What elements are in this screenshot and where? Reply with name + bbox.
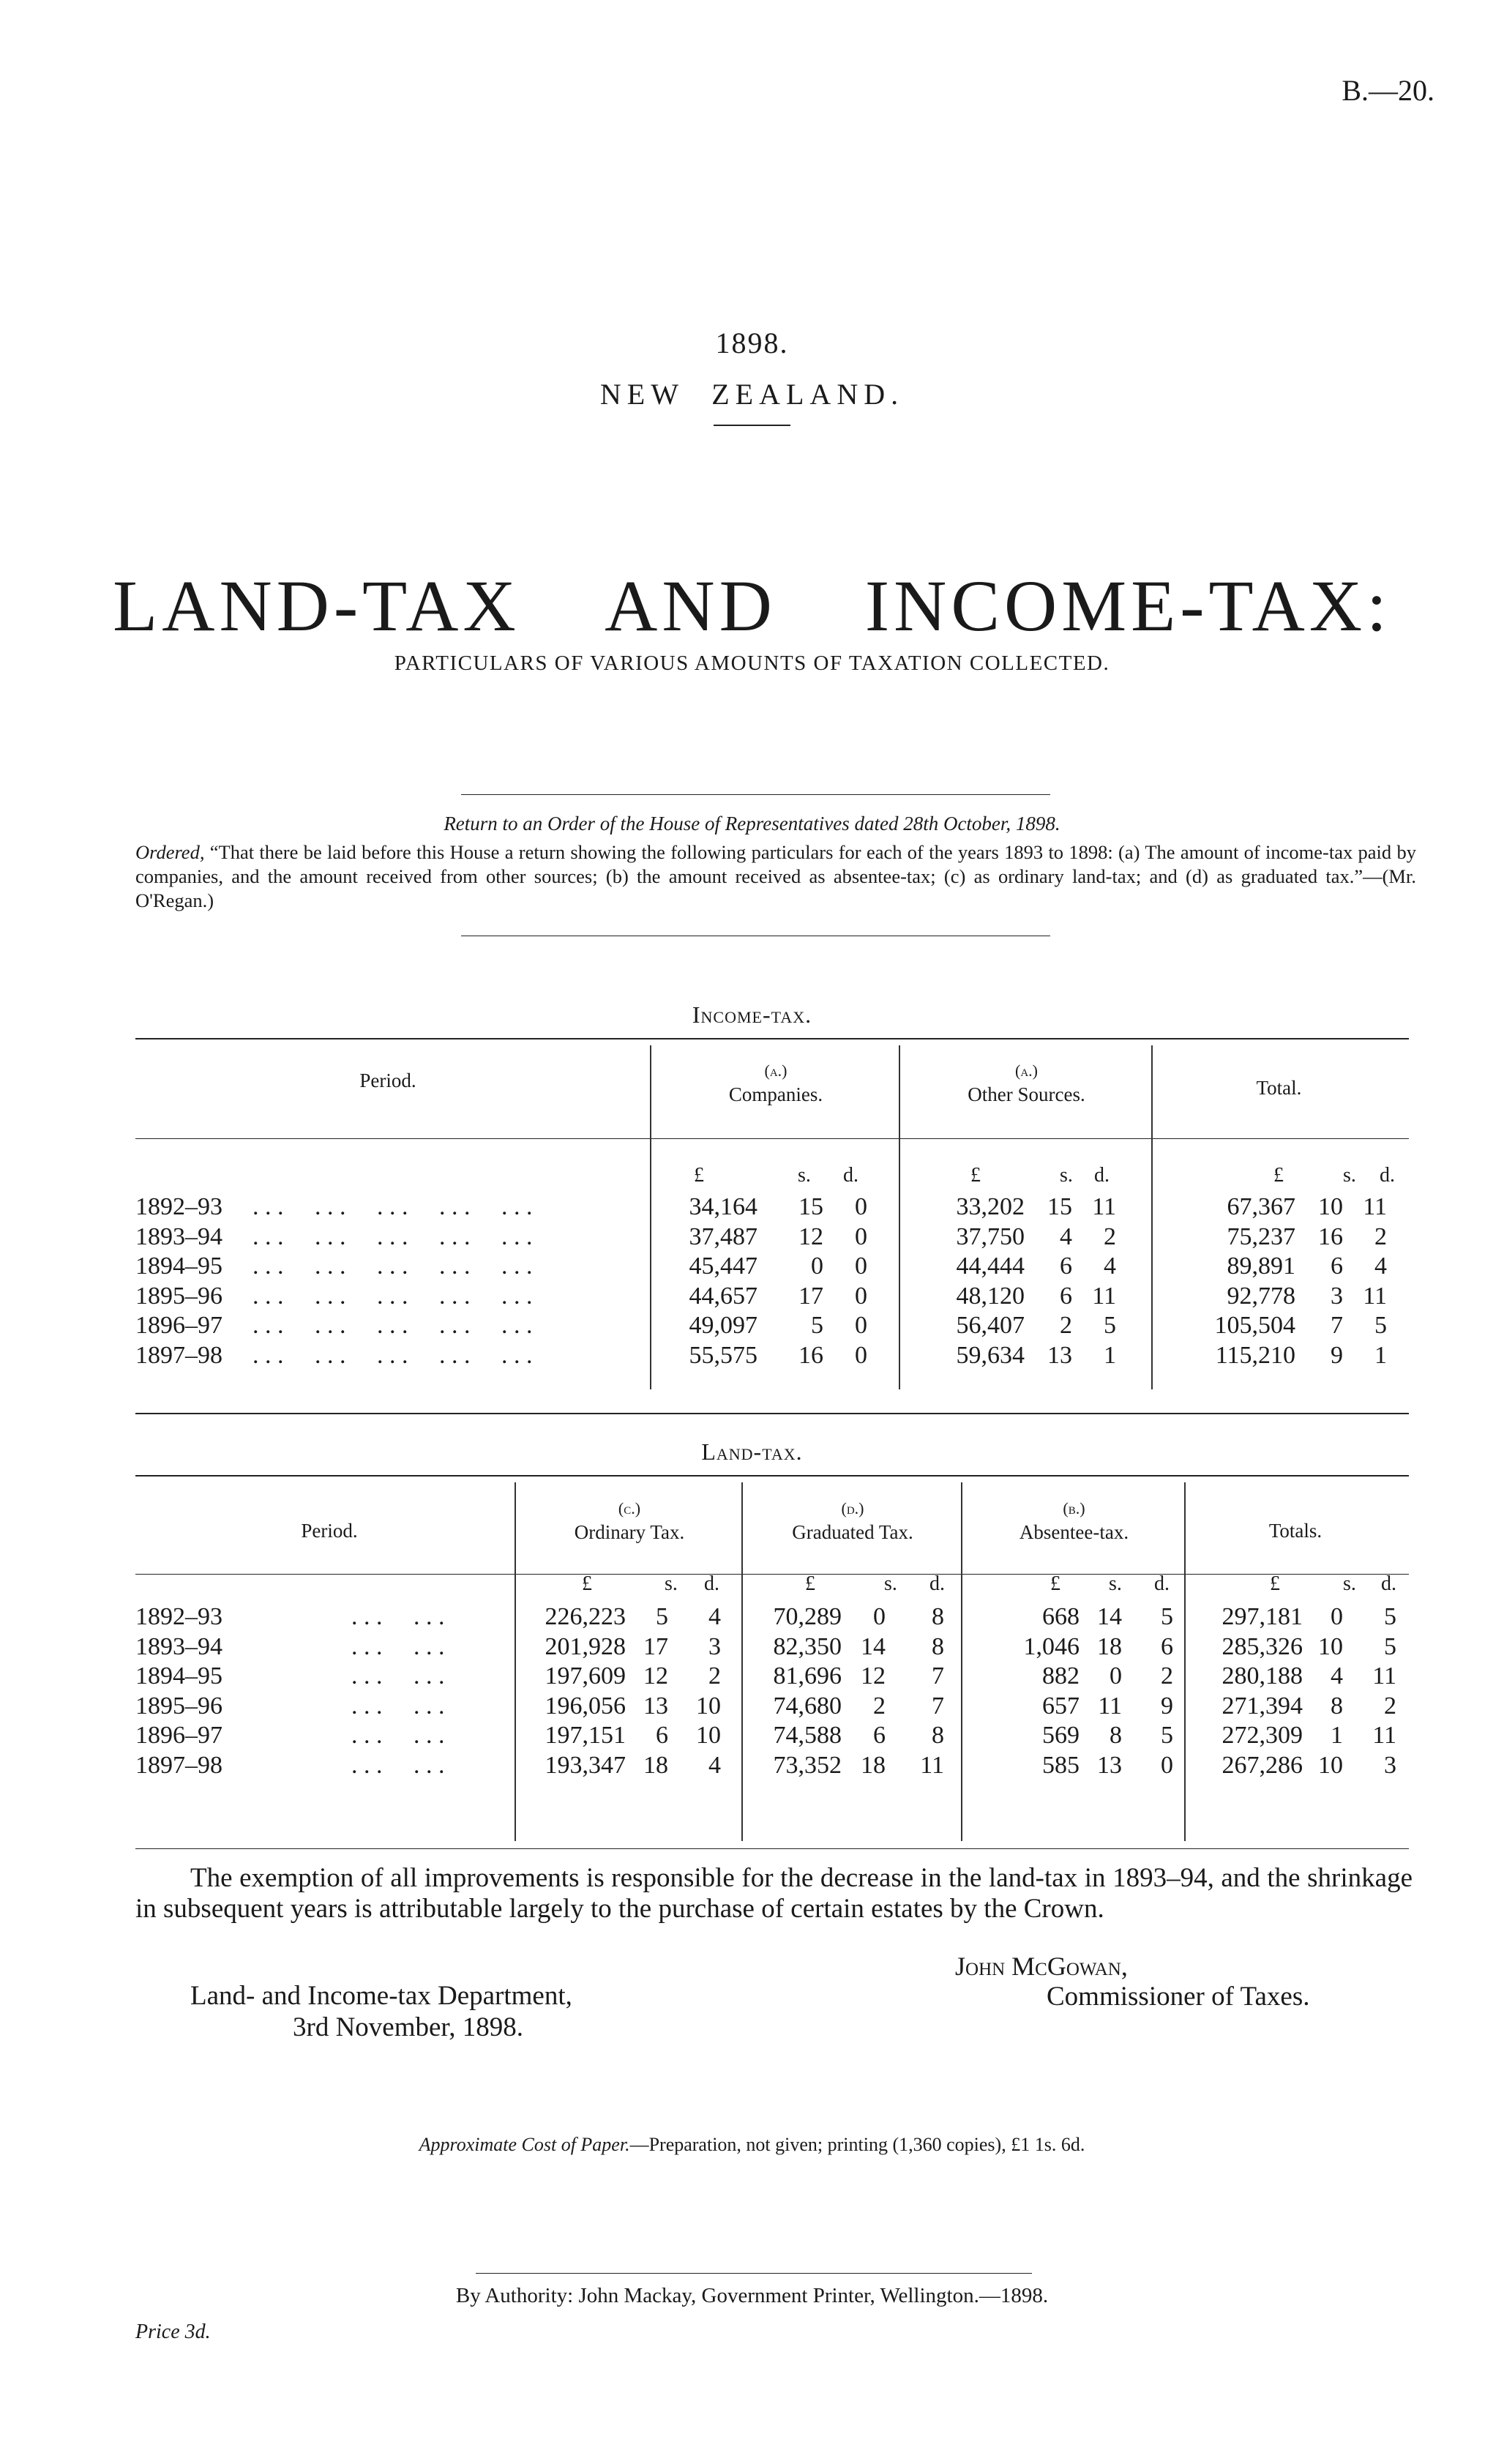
land-col-totals: Totals. bbox=[1268, 1520, 1322, 1542]
cell-total-pounds: 89,891 bbox=[1227, 1252, 1295, 1280]
cell-totals-shillings: 8 bbox=[1331, 1692, 1343, 1720]
cell-other-pence: 11 bbox=[1092, 1282, 1116, 1310]
department-date: 3rd November, 1898. bbox=[293, 2012, 524, 2042]
cell-companies-pounds: 49,097 bbox=[689, 1312, 757, 1339]
cell-companies-shillings: 17 bbox=[798, 1282, 823, 1310]
cell-total-shillings: 10 bbox=[1318, 1193, 1343, 1220]
order-body: “That there be laid before this House a return showing the following particulars for each of the years 1893 to 1898: (a) The amount of income-tax paid by companies, and the amount received from other sources; (b) the amount received as absentee-tax; (c) as ordinary land-tax; and (d) as graduated tax.”—(Mr. O'Regan.) bbox=[135, 841, 1416, 911]
unit-shillings: s. bbox=[1060, 1164, 1073, 1187]
cell-other-pounds: 48,120 bbox=[956, 1282, 1025, 1310]
cell-ordinary-pounds: 193,347 bbox=[545, 1751, 626, 1779]
cell-totals-pounds: 272,309 bbox=[1221, 1722, 1303, 1749]
land-header-rule bbox=[135, 1574, 1409, 1575]
department-name: Land- and Income-tax Department, bbox=[190, 1981, 572, 2011]
land-col-period: Period. bbox=[301, 1520, 358, 1542]
income-col-period: Period. bbox=[359, 1069, 416, 1091]
cell-totals-pounds: 280,188 bbox=[1221, 1662, 1303, 1690]
cell-absentee-pounds: 585 bbox=[1042, 1751, 1080, 1779]
unit-shillings: s. bbox=[884, 1572, 897, 1595]
cell-ordinary-shillings: 5 bbox=[656, 1603, 668, 1630]
cell-totals-pence: 3 bbox=[1384, 1751, 1396, 1779]
cell-graduated-shillings: 0 bbox=[873, 1603, 886, 1630]
cell-other-pence: 4 bbox=[1104, 1252, 1116, 1280]
cell-graduated-pounds: 74,588 bbox=[773, 1722, 842, 1749]
cell-graduated-shillings: 2 bbox=[873, 1692, 886, 1720]
leader-dots: . . . . . . bbox=[351, 1632, 445, 1660]
cell-total-pounds: 105,504 bbox=[1214, 1312, 1295, 1339]
cell-total-shillings: 9 bbox=[1331, 1341, 1343, 1369]
cell-totals-shillings: 0 bbox=[1331, 1603, 1343, 1630]
leader-dots: . . . . . . . . . . . . . . . bbox=[252, 1312, 533, 1339]
table-row bbox=[0, 1251, 1504, 1281]
unit-pound: £ bbox=[694, 1164, 704, 1187]
cell-ordinary-pence: 10 bbox=[696, 1692, 721, 1720]
cell-totals-pounds: 285,326 bbox=[1221, 1632, 1303, 1660]
leader-dots: . . . . . . . . . . . . . . . bbox=[252, 1193, 533, 1220]
order-title: Return to an Order of the House of Representatives dated 28th October, 1898. bbox=[444, 813, 1060, 835]
cell-companies-shillings: 0 bbox=[811, 1252, 823, 1280]
page-title: LAND-TAX AND INCOME-TAX: bbox=[113, 565, 1391, 646]
cell-ordinary-shillings: 12 bbox=[643, 1662, 668, 1690]
cell-totals-pence: 5 bbox=[1384, 1632, 1396, 1660]
cell-absentee-pounds: 882 bbox=[1042, 1662, 1080, 1690]
row-period: 1897–98 bbox=[135, 1751, 222, 1779]
cost-of-paper bbox=[0, 2134, 1504, 2156]
cell-total-pounds: 92,778 bbox=[1227, 1282, 1295, 1310]
cell-total-shillings: 7 bbox=[1331, 1312, 1343, 1339]
cell-other-pence: 2 bbox=[1104, 1222, 1116, 1250]
cell-totals-shillings: 10 bbox=[1318, 1632, 1343, 1660]
table-row bbox=[0, 1750, 1504, 1780]
cell-graduated-pounds: 81,696 bbox=[773, 1662, 842, 1690]
income-table-bottom-rule bbox=[135, 1413, 1409, 1414]
order-ordered-word: Ordered, bbox=[135, 841, 205, 863]
cell-absentee-pence: 0 bbox=[1161, 1751, 1173, 1779]
unit-pence: d. bbox=[929, 1572, 945, 1595]
table-row bbox=[0, 1632, 1504, 1662]
table-row bbox=[0, 1661, 1504, 1691]
cell-companies-pence: 0 bbox=[855, 1252, 867, 1280]
cell-companies-pounds: 34,164 bbox=[689, 1193, 757, 1220]
country-heading: NEW ZEALAND. bbox=[599, 378, 905, 411]
cell-companies-pounds: 45,447 bbox=[689, 1252, 757, 1280]
cell-graduated-pence: 8 bbox=[932, 1632, 944, 1660]
cell-total-pence: 5 bbox=[1374, 1312, 1387, 1339]
row-period: 1892–93 bbox=[135, 1603, 222, 1630]
cell-ordinary-pence: 2 bbox=[708, 1662, 721, 1690]
income-table-top-rule bbox=[135, 1038, 1409, 1039]
income-col-other-sources: (a.) Other Sources. bbox=[968, 1061, 1085, 1105]
cell-absentee-pence: 6 bbox=[1161, 1632, 1173, 1660]
cell-totals-pounds: 271,394 bbox=[1221, 1692, 1303, 1720]
cell-total-pence: 11 bbox=[1363, 1193, 1387, 1220]
cell-totals-pence: 2 bbox=[1384, 1692, 1396, 1720]
cell-absentee-pounds: 569 bbox=[1042, 1722, 1080, 1749]
cell-total-shillings: 16 bbox=[1318, 1222, 1343, 1250]
land-table-top-rule bbox=[135, 1475, 1409, 1476]
cell-totals-pence: 11 bbox=[1372, 1722, 1396, 1749]
cell-total-pounds: 67,367 bbox=[1227, 1193, 1295, 1220]
land-col-graduated-tax: (d.) Graduated Tax. bbox=[792, 1499, 913, 1543]
cell-absentee-pounds: 1,046 bbox=[1023, 1632, 1080, 1660]
cell-total-pounds: 115,210 bbox=[1215, 1341, 1295, 1369]
income-col-total: Total. bbox=[1256, 1077, 1302, 1099]
cell-ordinary-shillings: 18 bbox=[643, 1751, 668, 1779]
cell-other-pence: 1 bbox=[1104, 1341, 1116, 1369]
income-col-companies: (a.) Companies. bbox=[728, 1061, 823, 1105]
table-row bbox=[0, 1720, 1504, 1750]
leader-dots: . . . . . . bbox=[351, 1692, 445, 1720]
row-period: 1893–94 bbox=[135, 1632, 222, 1660]
cell-companies-shillings: 12 bbox=[798, 1222, 823, 1250]
cell-ordinary-pounds: 197,151 bbox=[545, 1722, 626, 1749]
cell-absentee-shillings: 11 bbox=[1098, 1692, 1122, 1720]
cell-totals-pounds: 267,286 bbox=[1221, 1751, 1303, 1779]
cell-graduated-shillings: 12 bbox=[861, 1662, 886, 1690]
cell-total-shillings: 6 bbox=[1331, 1252, 1343, 1280]
leader-dots: . . . . . . bbox=[351, 1662, 445, 1690]
cell-totals-shillings: 4 bbox=[1331, 1662, 1343, 1690]
cell-graduated-pounds: 73,352 bbox=[773, 1751, 842, 1779]
cell-graduated-pounds: 70,289 bbox=[773, 1603, 842, 1630]
row-period: 1895–96 bbox=[135, 1282, 222, 1310]
unit-shillings: s. bbox=[798, 1164, 811, 1187]
table-row bbox=[0, 1192, 1504, 1222]
cell-other-shillings: 13 bbox=[1047, 1341, 1072, 1369]
row-period: 1896–97 bbox=[135, 1312, 222, 1339]
row-period: 1896–97 bbox=[135, 1722, 222, 1749]
cell-absentee-pounds: 657 bbox=[1042, 1692, 1080, 1720]
cell-other-shillings: 6 bbox=[1060, 1282, 1072, 1310]
unit-pound: £ bbox=[805, 1572, 815, 1595]
cell-graduated-pence: 7 bbox=[932, 1692, 944, 1720]
unit-pence: d. bbox=[1154, 1572, 1170, 1595]
land-col-ordinary-tax: (c.) Ordinary Tax. bbox=[574, 1499, 685, 1543]
note-text: The exemption of all improvements is responsible for the decrease in the land-tax in 1893–94, and the shrinkage in subsequent years is attributable largely to the purchase of certain estates by the Crown. bbox=[135, 1863, 1413, 1924]
cell-absentee-shillings: 8 bbox=[1110, 1722, 1122, 1749]
cell-absentee-pence: 5 bbox=[1161, 1603, 1173, 1630]
leader-dots: . . . . . . . . . . . . . . . bbox=[252, 1252, 533, 1280]
cell-graduated-pence: 8 bbox=[932, 1603, 944, 1630]
table-row bbox=[0, 1691, 1504, 1721]
cell-absentee-pence: 2 bbox=[1161, 1662, 1173, 1690]
explanatory-note bbox=[135, 1863, 1413, 1924]
unit-pound: £ bbox=[1270, 1572, 1280, 1595]
cell-totals-pence: 5 bbox=[1384, 1603, 1396, 1630]
cell-ordinary-shillings: 13 bbox=[643, 1692, 668, 1720]
unit-pound: £ bbox=[582, 1572, 592, 1595]
cell-graduated-shillings: 18 bbox=[861, 1751, 886, 1779]
price: Price 3d. bbox=[135, 2321, 211, 2343]
cell-ordinary-pence: 4 bbox=[708, 1603, 721, 1630]
cell-other-pounds: 59,634 bbox=[956, 1341, 1025, 1369]
signatory-name: John McGowan, bbox=[955, 1952, 1128, 1981]
cell-companies-shillings: 5 bbox=[811, 1312, 823, 1339]
land-col-absentee-tax: (b.) Absentee-tax. bbox=[1019, 1499, 1129, 1543]
cell-other-pounds: 44,444 bbox=[956, 1252, 1025, 1280]
unit-pound: £ bbox=[970, 1164, 981, 1187]
cell-companies-pounds: 44,657 bbox=[689, 1282, 757, 1310]
row-period: 1894–95 bbox=[135, 1252, 222, 1280]
unit-pence: d. bbox=[1094, 1164, 1110, 1187]
cell-other-pence: 5 bbox=[1104, 1312, 1116, 1339]
table-row bbox=[0, 1310, 1504, 1340]
cell-ordinary-shillings: 6 bbox=[656, 1722, 668, 1749]
document-year: 1898. bbox=[715, 326, 789, 359]
cell-ordinary-pence: 4 bbox=[708, 1751, 721, 1779]
unit-shillings: s. bbox=[1343, 1572, 1356, 1595]
unit-pence: d. bbox=[1381, 1572, 1396, 1595]
unit-pound: £ bbox=[1050, 1572, 1060, 1595]
cell-absentee-pence: 9 bbox=[1161, 1692, 1173, 1720]
cell-absentee-shillings: 18 bbox=[1097, 1632, 1122, 1660]
cell-other-shillings: 15 bbox=[1047, 1193, 1072, 1220]
table-row bbox=[0, 1340, 1504, 1370]
leader-dots: . . . . . . bbox=[351, 1603, 445, 1630]
cell-absentee-shillings: 14 bbox=[1097, 1603, 1122, 1630]
row-period: 1897–98 bbox=[135, 1341, 222, 1369]
cell-graduated-pounds: 74,680 bbox=[773, 1692, 842, 1720]
table-row bbox=[0, 1222, 1504, 1252]
unit-pound: £ bbox=[1273, 1164, 1284, 1187]
land-tax-heading: Land-tax. bbox=[701, 1438, 803, 1465]
cell-ordinary-pounds: 197,609 bbox=[545, 1662, 626, 1690]
cell-graduated-shillings: 14 bbox=[861, 1632, 886, 1660]
unit-pence: d. bbox=[704, 1572, 719, 1595]
cell-graduated-pence: 7 bbox=[932, 1662, 944, 1690]
cell-companies-pence: 0 bbox=[855, 1312, 867, 1339]
unit-shillings: s. bbox=[1109, 1572, 1122, 1595]
signatory-title: Commissioner of Taxes. bbox=[1047, 1982, 1310, 2012]
cell-companies-pence: 0 bbox=[855, 1282, 867, 1310]
cell-companies-pounds: 55,575 bbox=[689, 1341, 757, 1369]
unit-pence: d. bbox=[843, 1164, 858, 1187]
cell-total-pence: 1 bbox=[1374, 1341, 1387, 1369]
cell-totals-pence: 11 bbox=[1372, 1662, 1396, 1690]
cell-companies-pence: 0 bbox=[855, 1341, 867, 1369]
cell-total-pence: 4 bbox=[1374, 1252, 1387, 1280]
cell-total-pence: 2 bbox=[1374, 1222, 1387, 1250]
leader-dots: . . . . . . . . . . . . . . . bbox=[252, 1282, 533, 1310]
title-rule bbox=[714, 425, 790, 426]
page-subtitle: PARTICULARS OF VARIOUS AMOUNTS OF TAXATION COLLECTED. bbox=[394, 652, 1110, 675]
leader-dots: . . . . . . . . . . . . . . . bbox=[252, 1341, 533, 1369]
cell-total-pence: 11 bbox=[1363, 1282, 1387, 1310]
leader-dots: . . . . . . bbox=[351, 1722, 445, 1749]
row-period: 1895–96 bbox=[135, 1692, 222, 1720]
cell-absentee-shillings: 0 bbox=[1110, 1662, 1122, 1690]
cost-text: —Preparation, not given; printing (1,360 copies), £1 1s. 6d. bbox=[629, 2134, 1085, 2155]
cell-ordinary-shillings: 17 bbox=[643, 1632, 668, 1660]
cell-companies-pence: 0 bbox=[855, 1222, 867, 1250]
income-header-rule bbox=[135, 1138, 1409, 1139]
printer-rule bbox=[476, 2273, 1032, 2274]
row-period: 1894–95 bbox=[135, 1662, 222, 1690]
cell-total-shillings: 3 bbox=[1331, 1282, 1343, 1310]
cell-other-shillings: 6 bbox=[1060, 1252, 1072, 1280]
cell-other-shillings: 4 bbox=[1060, 1222, 1072, 1250]
cell-absentee-pounds: 668 bbox=[1042, 1603, 1080, 1630]
cell-absentee-shillings: 13 bbox=[1097, 1751, 1122, 1779]
income-tax-heading: Income-tax. bbox=[692, 1001, 812, 1028]
table-row bbox=[0, 1602, 1504, 1632]
cell-ordinary-pounds: 196,056 bbox=[545, 1692, 626, 1720]
row-period: 1893–94 bbox=[135, 1222, 222, 1250]
cell-other-pounds: 33,202 bbox=[956, 1193, 1025, 1220]
cell-absentee-pence: 5 bbox=[1161, 1722, 1173, 1749]
cell-other-shillings: 2 bbox=[1060, 1312, 1072, 1339]
order-top-rule bbox=[461, 794, 1050, 795]
printer-credit: By Authority: John Mackay, Government Printer, Wellington.—1898. bbox=[455, 2284, 1049, 2307]
cell-total-pounds: 75,237 bbox=[1227, 1222, 1295, 1250]
unit-pence: d. bbox=[1380, 1164, 1395, 1187]
unit-shillings: s. bbox=[1343, 1164, 1356, 1187]
cost-label: Approximate Cost of Paper. bbox=[419, 2134, 630, 2155]
table-row bbox=[0, 1281, 1504, 1311]
unit-shillings: s. bbox=[665, 1572, 678, 1595]
row-period: 1892–93 bbox=[135, 1193, 222, 1220]
cell-totals-shillings: 10 bbox=[1318, 1751, 1343, 1779]
cell-ordinary-pence: 10 bbox=[696, 1722, 721, 1749]
cell-companies-pounds: 37,487 bbox=[689, 1222, 757, 1250]
leader-dots: . . . . . . . . . . . . . . . bbox=[252, 1222, 533, 1250]
leader-dots: . . . . . . bbox=[351, 1751, 445, 1779]
land-table-bottom-rule bbox=[135, 1848, 1409, 1849]
document-reference: B.—20. bbox=[1342, 74, 1434, 107]
cell-other-pounds: 37,750 bbox=[956, 1222, 1025, 1250]
cell-graduated-pounds: 82,350 bbox=[773, 1632, 842, 1660]
cell-other-pounds: 56,407 bbox=[956, 1312, 1025, 1339]
cell-ordinary-pounds: 201,928 bbox=[545, 1632, 626, 1660]
cell-graduated-pence: 11 bbox=[920, 1751, 944, 1779]
order-text bbox=[135, 840, 1416, 913]
cell-other-pence: 11 bbox=[1092, 1193, 1116, 1220]
cell-ordinary-pounds: 226,223 bbox=[545, 1603, 626, 1630]
cell-companies-shillings: 15 bbox=[798, 1193, 823, 1220]
cell-graduated-shillings: 6 bbox=[873, 1722, 886, 1749]
cell-graduated-pence: 8 bbox=[932, 1722, 944, 1749]
cell-totals-pounds: 297,181 bbox=[1221, 1603, 1303, 1630]
cell-companies-pence: 0 bbox=[855, 1193, 867, 1220]
cell-ordinary-pence: 3 bbox=[708, 1632, 721, 1660]
cell-totals-shillings: 1 bbox=[1331, 1722, 1343, 1749]
cell-companies-shillings: 16 bbox=[798, 1341, 823, 1369]
